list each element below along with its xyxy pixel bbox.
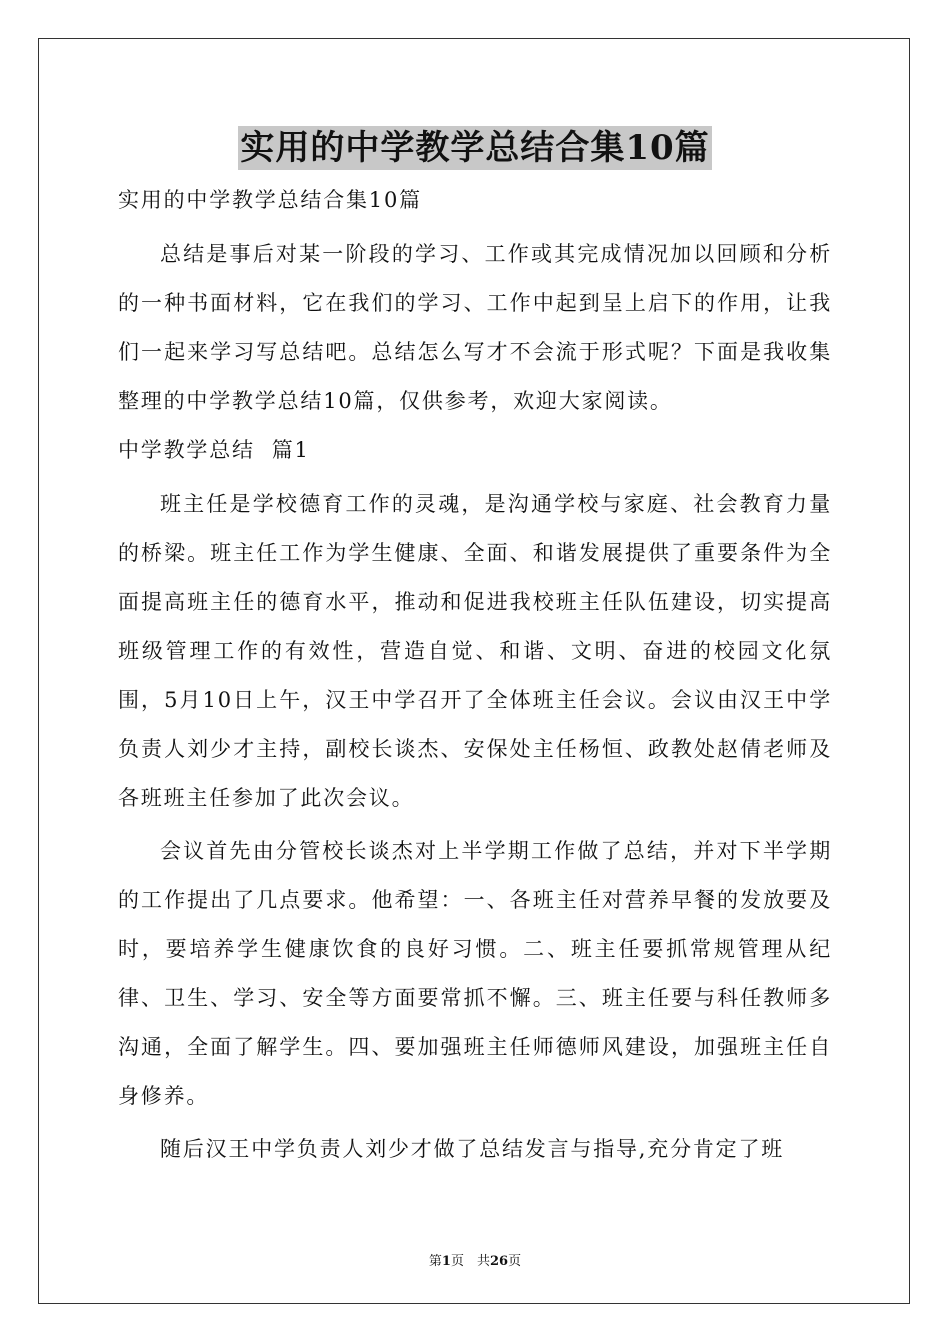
page-suffix: 页 [508,1254,522,1269]
title-container [0,126,950,170]
section-heading: 中学教学总结 篇1 [118,438,310,462]
document-body [118,180,832,1178]
page-prefix: 第 [428,1254,442,1269]
page-mid: 页 共 [450,1254,490,1269]
page-total: 26 [489,1254,509,1269]
body-paragraph: 随后汉王中学负责人刘少才做了总结发言与指导,充分肯定了班 [160,1137,785,1161]
body-paragraph: 会议首先由分管校长谈杰对上半学期工作做了总结，并对下半学期的工作提出了几点要求。他希望：一、各班主任对营养早餐的发放要及时，要培养学生健康饮食的良好习惯。二、班主任要抓常规管理从纪律、卫生、学习、安全等方面要常抓不懈。三、班主任要与科任教师多沟通，全面了解学生。四、要加强班主任师德师风建设，加强班主任自身修养。 [118,839,832,1108]
document-subtitle: 实用的中学教学总结合集10篇 [118,188,422,212]
intro-paragraph: 总结是事后对某一阶段的学习、工作或其完成情况加以回顾和分析的一种书面材料，它在我们的学习、工作中起到呈上启下的作用，让我们一起来学习写总结吧。总结怎么写才不会流于形式呢？下面是我收集整理的中学教学总结10篇，仅供参考，欢迎大家阅读。 [118,242,832,413]
page-footer [0,1250,950,1269]
page-current: 1 [441,1254,451,1269]
body-paragraph: 班主任是学校德育工作的灵魂，是沟通学校与家庭、社会教育力量的桥梁。班主任工作为学生健康、全面、和谐发展提供了重要条件为全面提高班主任的德育水平，推动和促进我校班主任队伍建设，切实提高班级管理工作的有效性，营造自觉、和谐、文明、奋进的校园文化氛围，5月10日上午，汉王中学召开了全体班主任会议。会议由汉王中学负责人刘少才主持，副校长谈杰、安保处主任杨恒、政教处赵倩老师及各班班主任参加了此次会议。 [118,492,832,810]
document-title: 实用的中学教学总结合集10篇 [240,128,710,168]
